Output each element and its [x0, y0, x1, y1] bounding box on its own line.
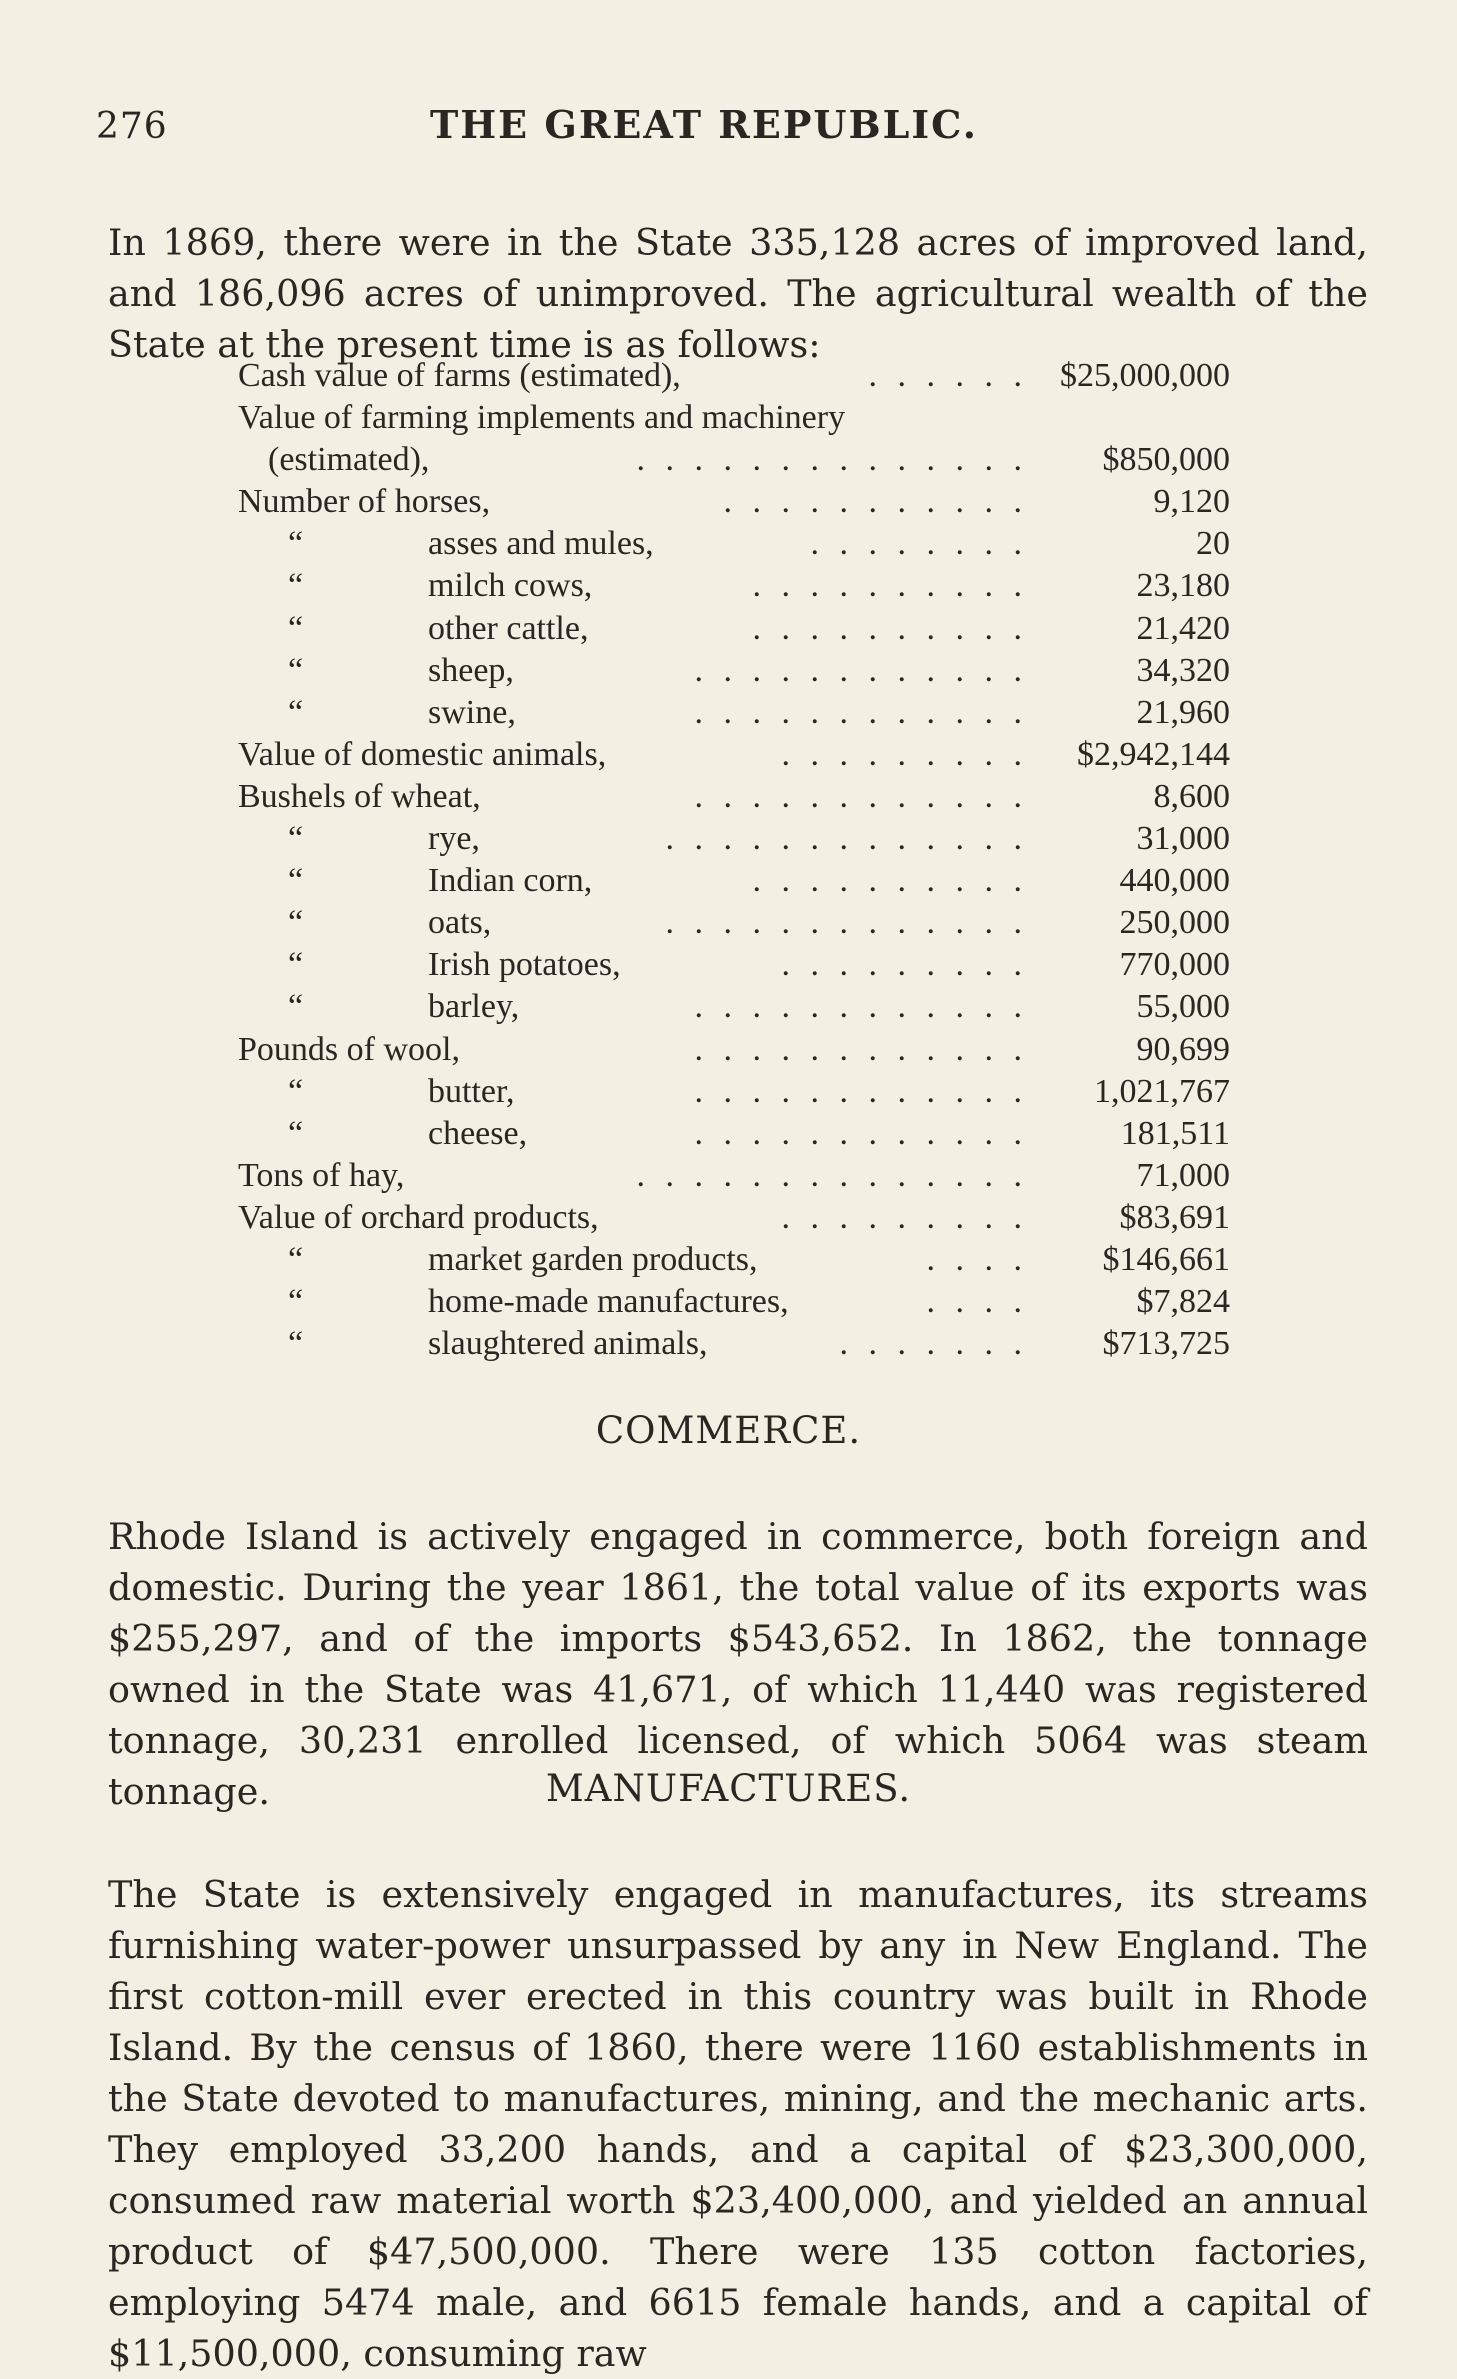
stat-label: Number of horses,: [238, 483, 491, 521]
ditto-mark: “: [288, 904, 304, 942]
stat-value: $713,725: [1102, 1325, 1230, 1363]
ditto-mark: “: [288, 1283, 304, 1321]
stat-value: $2,942,144: [1077, 735, 1230, 773]
stat-label: market garden products,: [428, 1240, 758, 1278]
intro-paragraph: In 1869, there were in the State 335,128 acres of improved land, and 186,096 acres of unimproved. The agricultural wealth of the State at the present time is as follows:: [108, 220, 1368, 366]
manufactures-paragraph: The State is extensively engaged in manufactures, its streams furnishing water-power unsurpassed by any in New England. The first cotton-mill ever erected in this country was built in Rhode Island. By the census of 1860, there were 1160 establishments in the State devoted to manufactures, mining, and the mechanic arts. They employed 33,200 hands, and a capital of $23,300,000, consumed raw material worth $23,400,000, and yielded an annual product of $47,500,000. There were 135 cotton factories, employing 5474 male, and 6615 female hands, and a capital of $11,500,000, consuming raw: [108, 1872, 1368, 2375]
stat-value: $7,824: [1136, 1283, 1230, 1321]
leader-dots: . . . . . . . . . . . .: [694, 1114, 1028, 1152]
stat-value: 21,960: [1136, 693, 1230, 731]
stat-label: milch cows,: [428, 567, 593, 605]
stat-value: 20: [1196, 525, 1230, 563]
stat-value: 90,699: [1136, 1030, 1230, 1068]
ditto-mark: “: [288, 651, 304, 689]
running-head-title: THE GREAT REPUBLIC.: [430, 102, 978, 147]
leader-dots: . . . . . . . . .: [781, 946, 1028, 984]
stat-value: 71,000: [1136, 1156, 1230, 1194]
leader-dots: . . . . . . . . . . . .: [694, 651, 1028, 689]
leader-dots: . . . . . . .: [839, 1325, 1028, 1363]
leader-dots: . . . .: [926, 1240, 1028, 1278]
stat-row: [238, 902, 1238, 944]
commerce-heading: COMMERCE.: [595, 1409, 862, 1452]
leader-dots: . . . . . . . . . . . .: [694, 988, 1028, 1026]
stat-row: [238, 1113, 1238, 1155]
stat-row: [238, 608, 1238, 650]
stat-label: sheep,: [428, 651, 514, 689]
stat-label: Indian corn,: [428, 862, 593, 900]
manufactures-heading: MANUFACTURES.: [545, 1767, 912, 1810]
ditto-mark: “: [288, 1325, 304, 1363]
stat-value: 8,600: [1153, 777, 1230, 815]
stat-label: Bushels of wheat,: [238, 777, 481, 815]
stat-label: asses and mules,: [428, 525, 654, 563]
stat-row: [238, 734, 1238, 776]
leader-dots: . . . . . . . . . . . .: [694, 1030, 1028, 1068]
stat-label: Tons of hay,: [238, 1156, 405, 1194]
leader-dots: . . . . . . . . . . . .: [694, 777, 1028, 815]
stat-row: [238, 565, 1238, 607]
ditto-mark: “: [288, 862, 304, 900]
stat-label: Value of farming implements and machinery: [238, 399, 846, 437]
stat-label: butter,: [428, 1072, 515, 1110]
stat-value: 23,180: [1136, 567, 1230, 605]
stat-row: [238, 650, 1238, 692]
stat-label: Value of orchard products,: [238, 1198, 599, 1236]
leader-dots: . . . . . .: [868, 357, 1028, 394]
stat-label: Cash value of farms (estimated),: [238, 357, 681, 394]
ditto-mark: “: [288, 1072, 304, 1110]
page-number: 276: [96, 106, 168, 147]
stat-label: slaughtered animals,: [428, 1325, 708, 1363]
leader-dots: . . . . . . . . . .: [752, 862, 1028, 900]
ditto-mark: “: [288, 1114, 304, 1152]
ditto-mark: “: [288, 946, 304, 984]
stat-value: $83,691: [1119, 1198, 1230, 1236]
stat-value: 31,000: [1136, 820, 1230, 858]
stat-label: Pounds of wool,: [238, 1030, 460, 1068]
stat-label: swine,: [428, 693, 516, 731]
stat-row: [238, 397, 1238, 439]
stat-label: (estimated),: [268, 441, 430, 479]
stat-value: 440,000: [1119, 862, 1230, 900]
ditto-mark: “: [288, 693, 304, 731]
stat-value: $146,661: [1102, 1240, 1230, 1278]
running-head: [0, 100, 1457, 148]
stat-row: [238, 1281, 1238, 1323]
ditto-mark: “: [288, 988, 304, 1026]
commerce-paragraph: Rhode Island is actively engaged in commerce, both foreign and domestic. During the year 1861, the total value of its exports was $255,297, and of the imports $543,652. In 1862, the tonnage owned in the State was 41,671, of which 11,440 was registered tonnage, 30,231 enrolled licensed, of which 5064 was steam tonnage.: [108, 1514, 1368, 1813]
stat-value: 21,420: [1136, 609, 1230, 647]
stat-value: 770,000: [1119, 946, 1230, 984]
stat-row: [238, 944, 1238, 986]
stat-row: [238, 481, 1238, 523]
stat-value: 250,000: [1119, 904, 1230, 942]
stat-row: [238, 1155, 1238, 1197]
stat-row: [238, 1239, 1238, 1281]
agricultural-statistics-table: [238, 355, 1238, 1365]
leader-dots: . . . . . . . . .: [781, 735, 1028, 773]
leader-dots: . . . . . . . . . . . . . .: [636, 1156, 1028, 1194]
stat-row: [238, 1029, 1238, 1071]
stat-row: [238, 692, 1238, 734]
leader-dots: . . . . . . . . . . . .: [694, 1072, 1028, 1110]
stat-value: 9,120: [1153, 483, 1230, 521]
leader-dots: . . . .: [926, 1283, 1028, 1321]
leader-dots: . . . . . . . .: [810, 525, 1028, 563]
stat-label: oats,: [428, 904, 492, 942]
stat-label: other cattle,: [428, 609, 589, 647]
ditto-mark: “: [288, 820, 304, 858]
stat-row: [238, 439, 1238, 481]
stat-value: 55,000: [1136, 988, 1230, 1026]
stat-label: Irish potatoes,: [428, 946, 621, 984]
stat-row: [238, 523, 1238, 565]
stat-value: 34,320: [1136, 651, 1230, 689]
stat-value: $25,000,000: [1060, 357, 1230, 394]
stat-value: $850,000: [1102, 441, 1230, 479]
stat-row: [238, 355, 1238, 397]
stat-value: 181,511: [1120, 1114, 1230, 1152]
stat-value: 1,021,767: [1094, 1072, 1230, 1110]
leader-dots: . . . . . . . . . .: [752, 609, 1028, 647]
stat-row: [238, 776, 1238, 818]
leader-dots: . . . . . . . . . . . . .: [665, 820, 1028, 858]
leader-dots: . . . . . . . . . . . . . .: [636, 441, 1028, 479]
leader-dots: . . . . . . . . . . . . .: [665, 904, 1028, 942]
stat-row: [238, 1323, 1238, 1365]
stat-row: [238, 1197, 1238, 1239]
stat-row: [238, 860, 1238, 902]
leader-dots: . . . . . . . . . .: [752, 567, 1028, 605]
stat-row: [238, 986, 1238, 1028]
stat-label: rye,: [428, 820, 480, 858]
ditto-mark: “: [288, 609, 304, 647]
ditto-mark: “: [288, 525, 304, 563]
stat-label: home-made manufactures,: [428, 1283, 789, 1321]
leader-dots: . . . . . . . . . . . .: [694, 693, 1028, 731]
stat-row: [238, 818, 1238, 860]
leader-dots: . . . . . . . . .: [781, 1198, 1028, 1236]
ditto-mark: “: [288, 567, 304, 605]
stat-row: [238, 1071, 1238, 1113]
stat-label: Value of domestic animals,: [238, 735, 607, 773]
leader-dots: . . . . . . . . . . .: [723, 483, 1028, 521]
stat-label: barley,: [428, 988, 520, 1026]
stat-label: cheese,: [428, 1114, 528, 1152]
ditto-mark: “: [288, 1240, 304, 1278]
